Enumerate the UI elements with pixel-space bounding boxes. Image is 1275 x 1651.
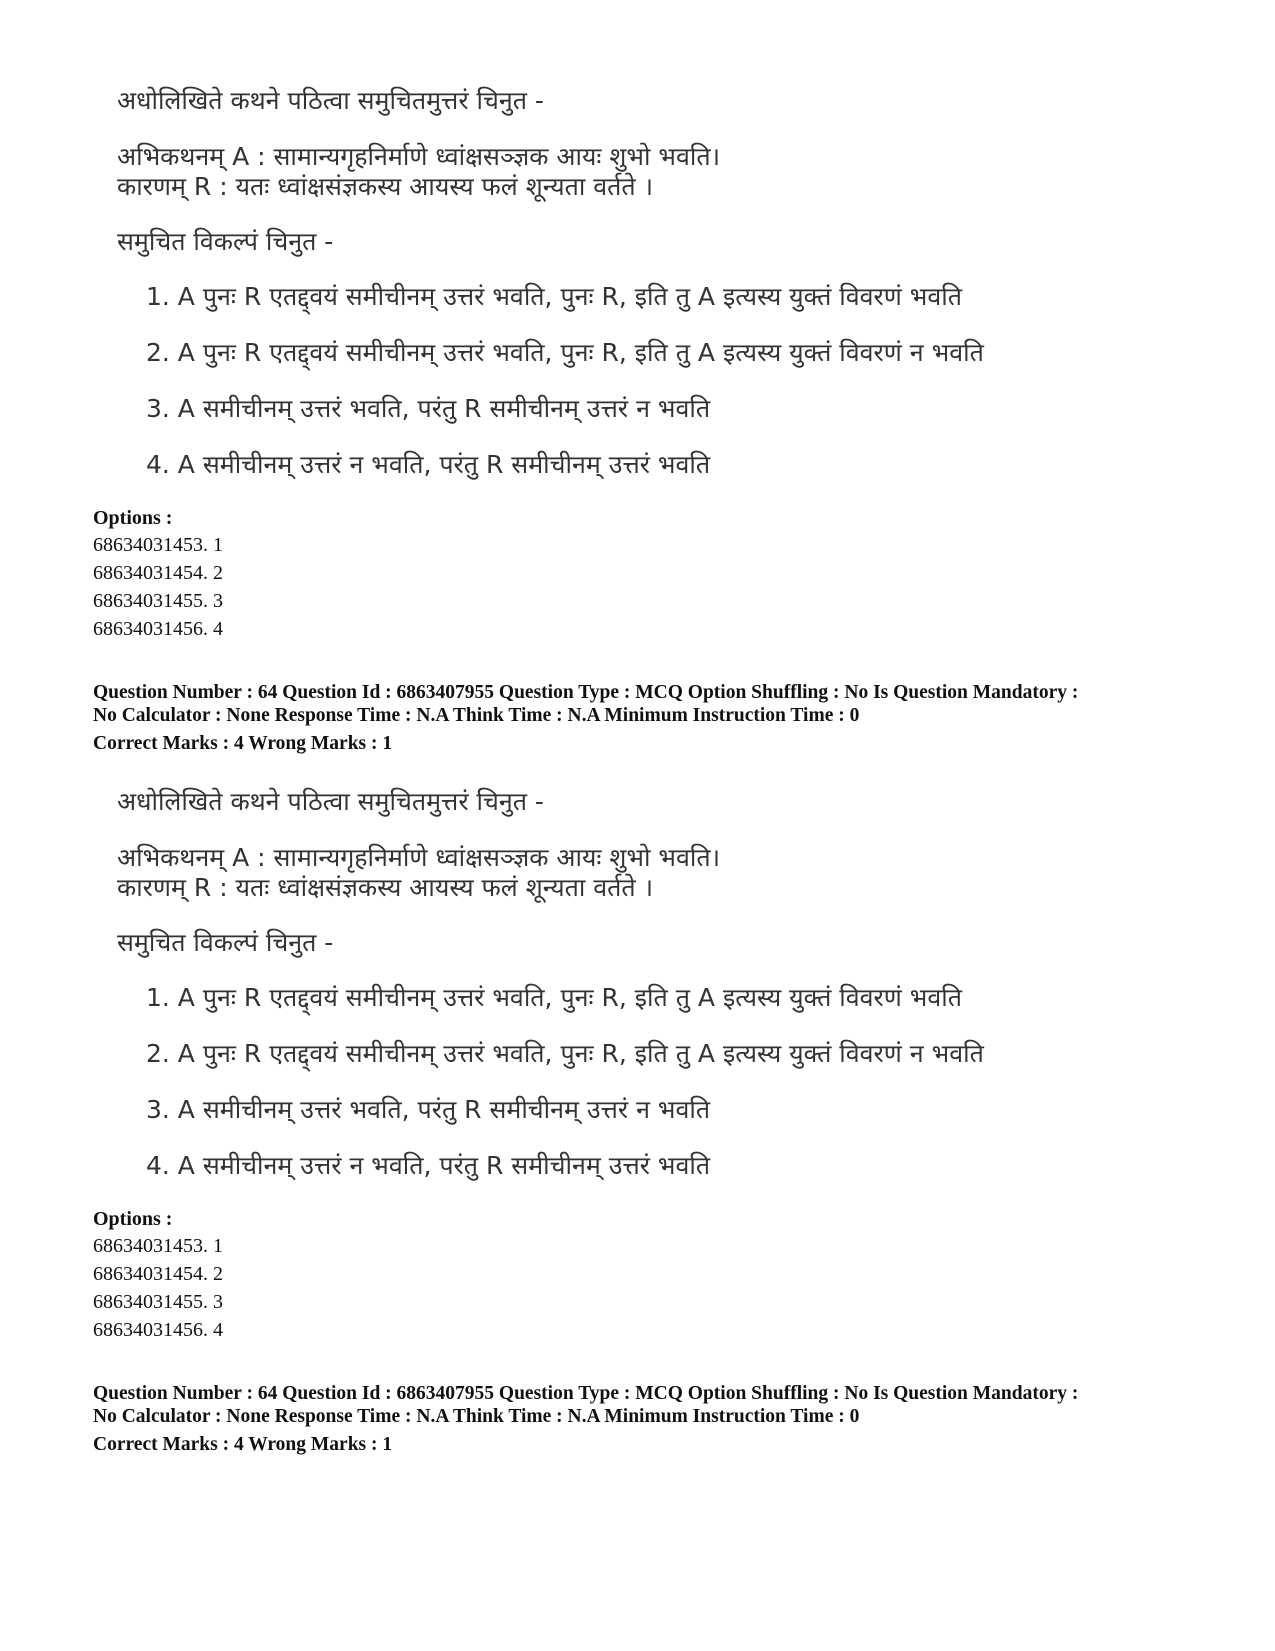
reason-text: कारणम् R : यतः ध्वांक्षसंज्ञकस्य आयस्य फलं शून्यता वर्तते ।: [117, 873, 654, 902]
instruction-text: अधोलिखिते कथने पठित्वा समुचितमुत्तरं चिनुत -: [117, 787, 544, 816]
option-id-1: 68634031453. 1: [93, 534, 223, 556]
option-id-3: 68634031455. 3: [93, 590, 223, 612]
choice-4: 4. A समीचीनम् उत्तरं न भवति, परंतु R समीचीनम् उत्तरं भवति: [146, 1151, 711, 1180]
choice-2: 2. A पुनः R एतद्द्वयं समीचीनम् उत्तरं भवति, पुनः R, इति तु A इत्यस्य युक्तं विवरणं न भवति: [146, 338, 984, 367]
choice-4: 4. A समीचीनम् उत्तरं न भवति, परंतु R समीचीनम् उत्तरं भवति: [146, 450, 711, 479]
question-meta-line-2: No Calculator : None Response Time : N.A Think Time : N.A Minimum Instruction Time : 0: [93, 705, 860, 726]
assertion-text: अभिकथनम् A : सामान्यगृहनिर्माणे ध्वांक्षसञ्ज्ञक आयः शुभो भवति।: [117, 843, 721, 872]
question-meta-line-2: No Calculator : None Response Time : N.A Think Time : N.A Minimum Instruction Time : 0: [93, 1406, 860, 1427]
choose-prompt: समुचित विकल्पं चिनुत -: [117, 227, 334, 256]
question-meta-line-1: Question Number : 64 Question Id : 6863407955 Question Type : MCQ Option Shuffling : No Is Question Mandatory :: [93, 1383, 1079, 1404]
options-label: Options :: [93, 1208, 173, 1230]
option-id-3: 68634031455. 3: [93, 1291, 223, 1313]
choice-2: 2. A पुनः R एतद्द्वयं समीचीनम् उत्तरं भवति, पुनः R, इति तु A इत्यस्य युक्तं विवरणं न भवति: [146, 1039, 984, 1068]
option-id-2: 68634031454. 2: [93, 1263, 223, 1285]
choice-1: 1. A पुनः R एतद्द्वयं समीचीनम् उत्तरं भवति, पुनः R, इति तु A इत्यस्य युक्तं विवरणं भवति: [146, 282, 962, 311]
option-id-1: 68634031453. 1: [93, 1235, 223, 1257]
choice-3: 3. A समीचीनम् उत्तरं भवति, परंतु R समीचीनम् उत्तरं न भवति: [146, 1095, 711, 1124]
reason-text: कारणम् R : यतः ध्वांक्षसंज्ञकस्य आयस्य फलं शून्यता वर्तते ।: [117, 172, 654, 201]
option-id-4: 68634031456. 4: [93, 1319, 223, 1341]
question-meta-line-1: Question Number : 64 Question Id : 6863407955 Question Type : MCQ Option Shuffling : No Is Question Mandatory :: [93, 682, 1079, 703]
assertion-text: अभिकथनम् A : सामान्यगृहनिर्माणे ध्वांक्षसञ्ज्ञक आयः शुभो भवति।: [117, 142, 721, 171]
instruction-text: अधोलिखिते कथने पठित्वा समुचितमुत्तरं चिनुत -: [117, 86, 544, 115]
options-label: Options :: [93, 507, 173, 529]
option-id-2: 68634031454. 2: [93, 562, 223, 584]
choice-3: 3. A समीचीनम् उत्तरं भवति, परंतु R समीचीनम् उत्तरं न भवति: [146, 394, 711, 423]
marks-line: Correct Marks : 4 Wrong Marks : 1: [93, 733, 393, 754]
option-id-4: 68634031456. 4: [93, 618, 223, 640]
choice-1: 1. A पुनः R एतद्द्वयं समीचीनम् उत्तरं भवति, पुनः R, इति तु A इत्यस्य युक्तं विवरणं भवति: [146, 983, 962, 1012]
marks-line: Correct Marks : 4 Wrong Marks : 1: [93, 1434, 393, 1455]
choose-prompt: समुचित विकल्पं चिनुत -: [117, 928, 334, 957]
